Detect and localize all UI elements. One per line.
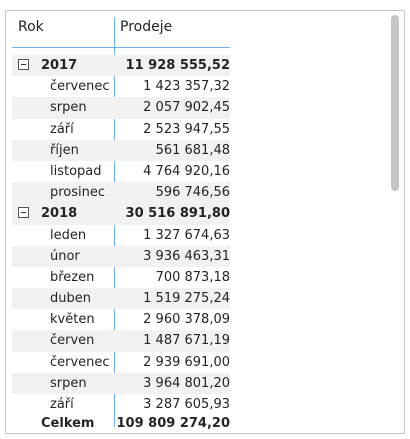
column-header-prodeje[interactable]: Prodeje [120,19,173,35]
row-label: červenec [50,354,110,370]
row-label: září [50,121,74,137]
row-value: 1 519 275,24 [143,291,230,307]
row-label: listopad [50,163,102,179]
table-row[interactable] [12,352,230,373]
group-value: 30 516 891,80 [125,206,230,222]
table-row[interactable] [12,288,230,309]
minus-square-icon[interactable] [18,207,29,218]
table-row[interactable] [12,309,230,330]
group-label: 2018 [41,206,78,222]
table-row[interactable] [12,140,230,161]
group-value: 11 928 555,52 [125,58,230,73]
table-row[interactable] [12,76,230,97]
matrix-table [12,17,230,431]
total-value: 109 809 274,20 [116,416,230,431]
row-label: srpen [50,375,87,391]
row-label: duben [50,291,91,307]
table-row[interactable] [12,267,230,288]
matrix-visual [5,10,405,434]
table-row[interactable] [12,97,230,118]
minus-square-icon[interactable] [18,59,29,70]
total-label: Celkem [41,416,95,431]
row-value: 561 681,48 [155,142,230,158]
row-value: 2 057 902,45 [143,100,230,116]
row-label: únor [50,248,80,264]
row-label: září [50,397,74,412]
group-label: 2017 [41,58,78,73]
row-label: květen [50,312,95,328]
total-row [12,414,230,434]
column-header-rok[interactable]: Rok [18,19,44,35]
row-value: 3 287 605,93 [143,397,230,412]
table-row[interactable] [12,373,230,394]
table-row[interactable] [12,161,230,182]
row-value: 1 327 674,63 [143,227,230,243]
row-value: 2 523 947,55 [143,121,230,137]
row-value: 2 960 378,09 [143,312,230,328]
group-row[interactable] [12,55,230,76]
row-value: 1 423 357,32 [143,79,230,95]
table-row[interactable] [12,330,230,351]
vertical-scrollbar[interactable] [391,15,399,191]
row-label: prosinec [50,185,106,201]
row-label: červen [50,333,95,349]
table-row[interactable] [12,119,230,140]
row-value: 1 487 671,19 [143,333,230,349]
row-value: 700 873,18 [155,269,230,285]
row-value: 596 746,56 [155,185,230,201]
row-label: říjen [50,142,79,158]
table-row[interactable] [12,182,230,203]
group-row[interactable] [12,203,230,224]
table-row[interactable] [12,225,230,246]
row-value: 4 764 920,16 [143,163,230,179]
row-label: leden [50,227,87,243]
row-label: březen [50,269,95,285]
row-value: 3 936 463,31 [143,248,230,264]
row-label: srpen [50,100,87,116]
table-row[interactable] [12,394,230,415]
matrix-rows [12,55,230,415]
row-value: 2 939 691,00 [143,354,230,370]
column-header-row [12,17,230,48]
row-label: červenec [50,79,110,95]
table-row[interactable] [12,246,230,267]
row-value: 3 964 801,20 [143,375,230,391]
